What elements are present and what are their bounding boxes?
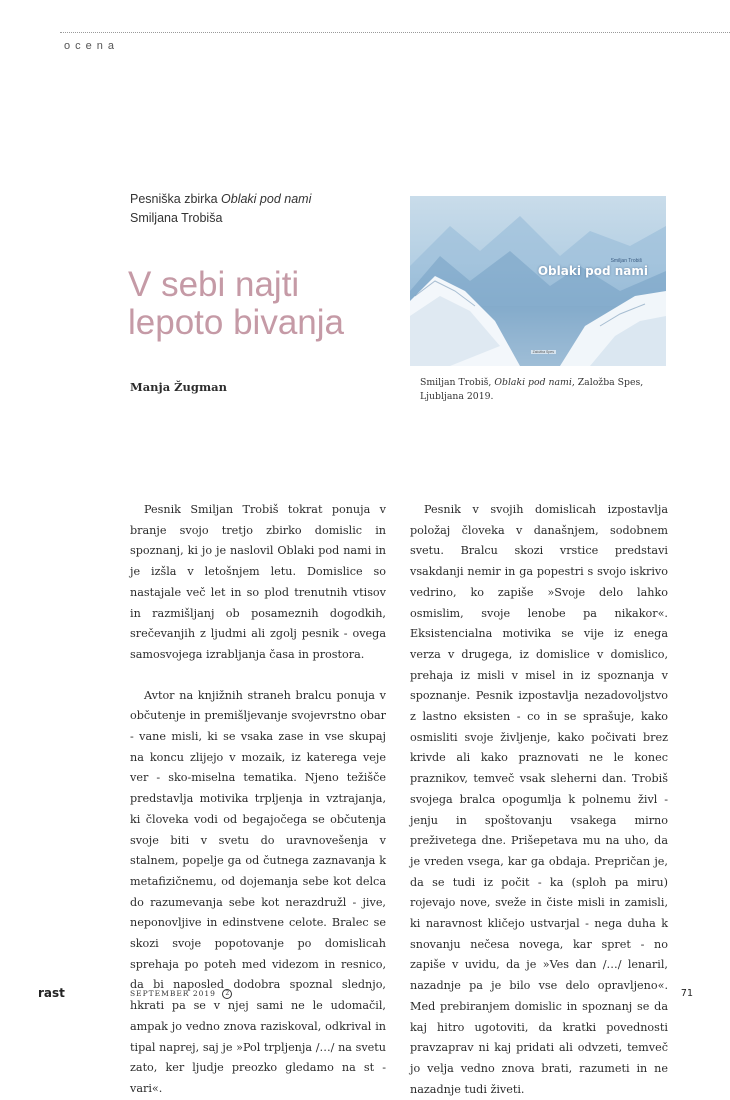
- body-paragraph: Pesnik v svojih domislicah izpostavlja položaj človeka v današnjem, sodobnem svetu. Bralcu skozi vrstice predstavi vsakdanji nemir in ga popestri s svojo iskrivo vedrino, ko zapiše »Svoje delo lahko osmislim, svoje lenobe pa nikakor«. Eksistencialna motivika se vije iz enega verza v drugega, iz domislice v domislico, prehaja iz misli v misel in iz spoznanja v spoznanje. Pesnik izpostavlja nezadovoljstvo z lastno eksisten - co in se sprašuje, kako osmisliti svoje življenje, kako počivati brez krivde ali kako praznovati ne le konec praznikov, temveč vsak sleherni dan. Trobiš svojega bralca opogumlja k polnemu živl - jenju in spoštovanju vsakega mirno preživetega dne. Prišepetava mu na uho, da je vreden vsega, kar ga obdaja. Prepričan je, da se tudi iz počit - ka (sploh pa miru) rojevajo nove, sveže in čiste misli in zamisli, ki naravnost kličejo ustvarjal - nega duha k snovanju nečesa novega, kar spret - no zapiše v uvidu, da je »Ves dan /…/ lenaril, nazadnje pa je bilo vse delo opravljeno«. Med prebiranjem domislic in spoznanj se da kaj hitro ugotoviti, da kratki povednosti pravzaprav ni kaj pridati ali odvzeti, temveč jo velja vedno znova brati, razumeti in ne nazadnje tudi živeti.: [410, 503, 668, 1096]
- title-line-2: lepoto bivanja: [128, 303, 344, 342]
- page-number: 71: [680, 988, 693, 999]
- cover-title: Oblaki pod nami: [537, 264, 648, 278]
- caption-part-2: , Založba Spes, Ljubljana 2019.: [420, 377, 644, 402]
- article-title: [128, 266, 398, 342]
- title-line-1: V sebi najti: [128, 265, 300, 304]
- kicker-prefix: Pesniška zbirka: [130, 192, 218, 206]
- section-label: ocena: [64, 40, 119, 52]
- kicker-book-title: Oblaki pod nami: [221, 192, 312, 206]
- issue-date-text: SEPTEMBER 2019: [130, 989, 216, 998]
- magazine-brand: rast: [38, 986, 65, 1000]
- issue-number-badge: 2: [222, 989, 232, 999]
- cover-author: Smiljan Trobiš: [610, 258, 642, 264]
- article-author: Manja Žugman: [130, 380, 227, 394]
- issue-date: [130, 989, 232, 999]
- body-column-right: [410, 500, 668, 1100]
- image-caption: [420, 376, 650, 403]
- mountain-landscape-illustration: [410, 196, 666, 366]
- caption-part-1: Smiljan Trobiš,: [420, 377, 492, 388]
- kicker-author: Smiljana Trobiša: [130, 211, 223, 225]
- book-cover-image: [410, 196, 666, 366]
- body-column-left: [130, 500, 386, 1100]
- header-rule: [60, 32, 730, 33]
- caption-book-title: Oblaki pod nami: [494, 377, 572, 388]
- body-paragraph: Avtor na knjižnih straneh bralcu ponuja v občutenje in premišljevanje svojevrstno obar - vane misli, ki se vsaka zase in vse skupaj na koncu zlijejo v mozaik, iz katerega veje ver - sko-miselna tematika. Njeno težišče predstavlja motivika trpljenja in vztrajanja, ki človeka vodi od begajočega se občutenja svoje biti v svetu do uravnovešenja v stalnem, popelje ga od čutnega zaznavanja k metafizičnemu, od dojemanja sebe kot delca do razumevanja sebe kot nerazdružl - jive, neponovljive in edinstvene celote. Bralec se skozi svoje popotovanje po domislicah sprehaja po poteh med videzom in resnico, da bi naposled dodobra spoznal slednjo, hkrati pa se v njej sami ne le udomačil, ampak jo vedno znova raziskoval, odkrival in tipal naprej, saj je »Pol trpljenja /…/ na svetu zato, ker ljudje preozko gledamo na st - vari«.: [130, 688, 386, 1095]
- article-kicker: [130, 190, 390, 228]
- body-paragraph: Pesnik Smiljan Trobiš tokrat ponuja v branje svojo tretjo zbirko domislic in spoznanj, ki jo je naslovil Oblaki pod nami in je izšla v letošnjem letu. Domislice so nastajale več let in so plod trenutnih vtisov in razmišljanj ob posameznih dogodkih, srečevanjih z ljudmi ali zgolj pesnik - ovega samosvojega izrabljanja časa in prostora.: [130, 503, 386, 661]
- kicker-line-1: [130, 190, 390, 209]
- cover-publisher: Založba Spes: [532, 350, 554, 354]
